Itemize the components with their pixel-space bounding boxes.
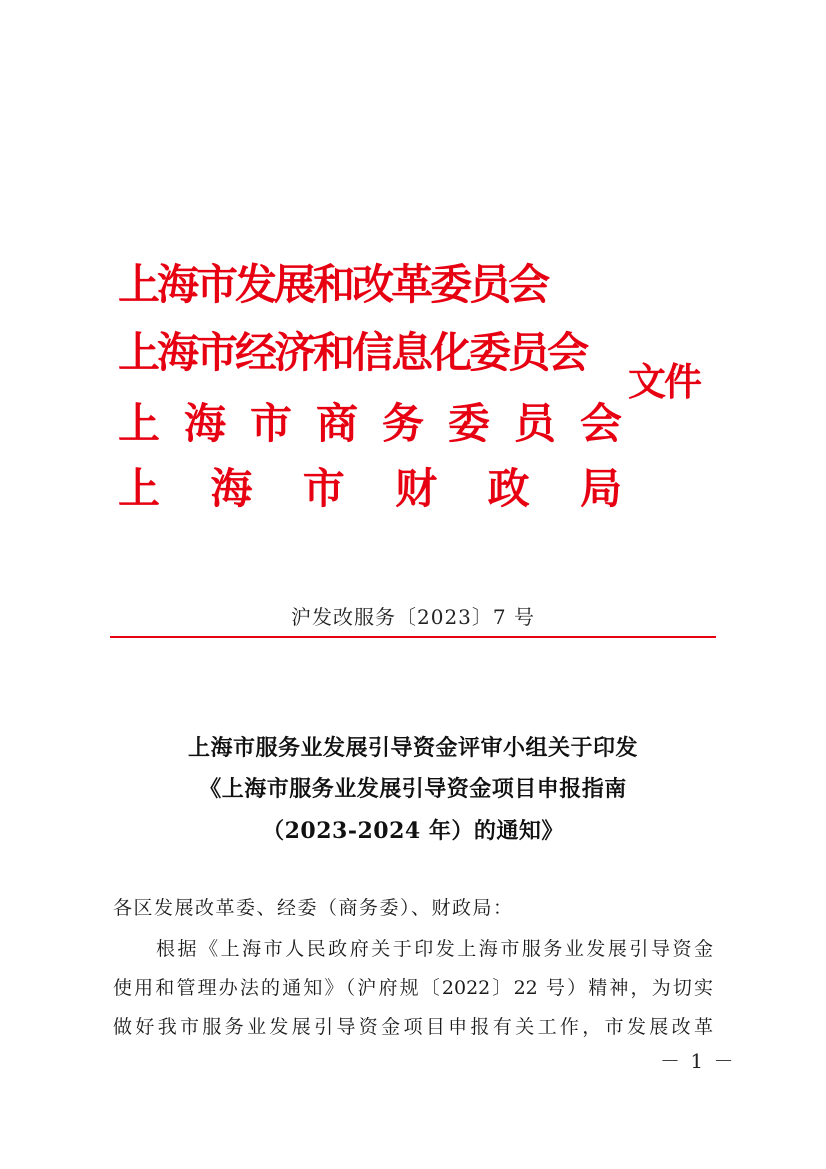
issuer-line-4 <box>118 461 622 517</box>
issuer-char: 信 <box>352 328 392 377</box>
issuer-char: 市 <box>249 399 292 448</box>
issuer-char: 革 <box>391 260 431 309</box>
issuer-char: 委 <box>447 399 490 448</box>
issuer-char: 和 <box>313 260 353 309</box>
issuer-char: 海 <box>183 399 226 448</box>
issuer-char: 局 <box>579 464 622 513</box>
title-line-3: （2023-2024 年）的通知》 <box>262 818 564 844</box>
issuer-char: 改 <box>352 260 392 309</box>
issuer-line-3 <box>118 396 622 452</box>
issuer-char: 济 <box>274 328 314 377</box>
issuer-char: 市 <box>196 260 236 309</box>
issuer-char: 发 <box>235 260 275 309</box>
issuer-char: 上 <box>118 464 161 513</box>
issuer-char: 上 <box>118 328 158 377</box>
issuer-char: 员 <box>513 399 556 448</box>
issuer-line-2 <box>118 325 622 381</box>
issuer-char: 上 <box>118 260 158 309</box>
issuer-char: 会 <box>547 328 587 377</box>
issuer-char: 政 <box>487 464 530 513</box>
issuer-char: 海 <box>157 260 197 309</box>
issuer-char: 会 <box>579 399 622 448</box>
issuer-char: 委 <box>430 260 470 309</box>
issuer-char: 员 <box>469 260 509 309</box>
issuer-char: 息 <box>391 328 431 377</box>
issuer-char: 员 <box>508 328 548 377</box>
issuer-char: 市 <box>196 328 236 377</box>
issuer-char: 经 <box>235 328 275 377</box>
issuer-char: 化 <box>430 328 470 377</box>
issuer-char: 财 <box>395 464 438 513</box>
issuer-char: 委 <box>469 328 509 377</box>
salutation: 各区发展改革委、经委（商务委）、财政局： <box>113 897 514 919</box>
issuer-char: 海 <box>157 328 197 377</box>
document-number: 沪发改服务〔2023〕7 号 <box>291 605 535 629</box>
page-number: － 1 － <box>660 1049 736 1073</box>
title-line-2: 《上海市服务业发展引导资金项目申报指南 <box>199 776 627 802</box>
title-line-1: 上海市服务业发展引导资金评审小组关于印发 <box>187 735 638 761</box>
issuer-char: 展 <box>274 260 314 309</box>
issuer-char: 上 <box>118 399 161 448</box>
issuer-char: 会 <box>508 260 548 309</box>
issuer-char: 海 <box>210 464 253 513</box>
document-suffix: 文件 <box>628 359 701 404</box>
body-line-1: 根据《上海市人民政府关于印发上海市服务业发展引导资金 <box>113 938 713 960</box>
body-line-2: 使用和管理办法的通知》（沪府规〔2022〕22 号）精神，为切实 <box>113 977 713 999</box>
red-divider <box>110 636 716 638</box>
issuer-char: 市 <box>302 464 345 513</box>
body-line-3: 做好我市服务业发展引导资金项目申报有关工作，市发展改革 <box>113 1016 713 1038</box>
issuer-line-1 <box>118 257 622 313</box>
issuer-char: 商 <box>315 399 358 448</box>
issuer-char: 务 <box>381 399 424 448</box>
issuer-char: 和 <box>313 328 353 377</box>
